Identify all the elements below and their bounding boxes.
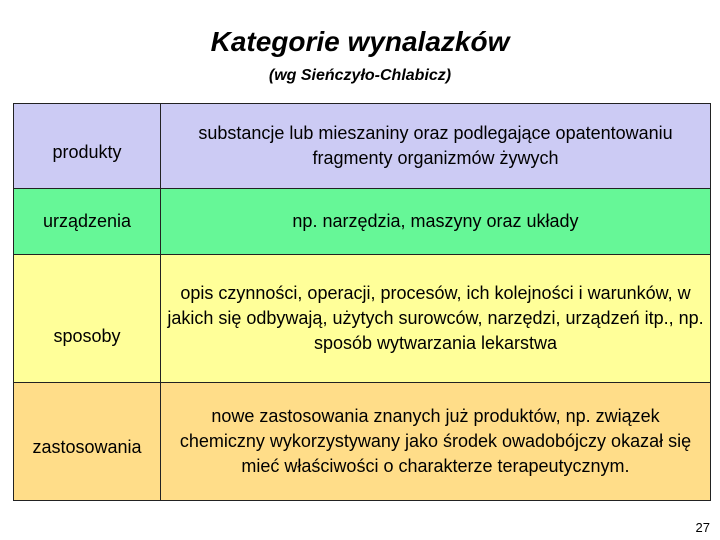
- table-row-urzadzenia: [14, 189, 711, 255]
- slide-subtitle: (wg Sieńczyło-Chlabicz): [268, 67, 452, 84]
- category-cell: urządzenia: [14, 189, 161, 255]
- invention-categories-table: [13, 103, 711, 501]
- description-cell: substancje lub mieszaniny oraz podlegające opatentowaniu fragmenty organizmów żywych: [161, 104, 711, 189]
- category-cell: produkty: [14, 104, 161, 189]
- table-row-sposoby: [14, 255, 711, 383]
- description-cell: opis czynności, operacji, procesów, ich kolejności i warunków, w jakich się odbywają, użytych surowców, narzędzi, urządzeń itp., np. sposób wytwarzania lekarstwa: [161, 255, 711, 383]
- slide-title: Kategorie wynalazków: [210, 26, 510, 57]
- table-row-produkty: [14, 104, 711, 189]
- description-cell: np. narzędzia, maszyny oraz układy: [161, 189, 711, 255]
- table-row-zastosowania: [14, 383, 711, 501]
- category-cell: zastosowania: [14, 383, 161, 501]
- page-number: 27: [695, 520, 710, 535]
- category-cell: sposoby: [14, 255, 161, 383]
- description-cell: nowe zastosowania znanych już produktów, np. związek chemiczny wykorzystywany jako środek owadobójczy okazał się mieć właściwości o charakterze terapeutycznym.: [161, 383, 711, 501]
